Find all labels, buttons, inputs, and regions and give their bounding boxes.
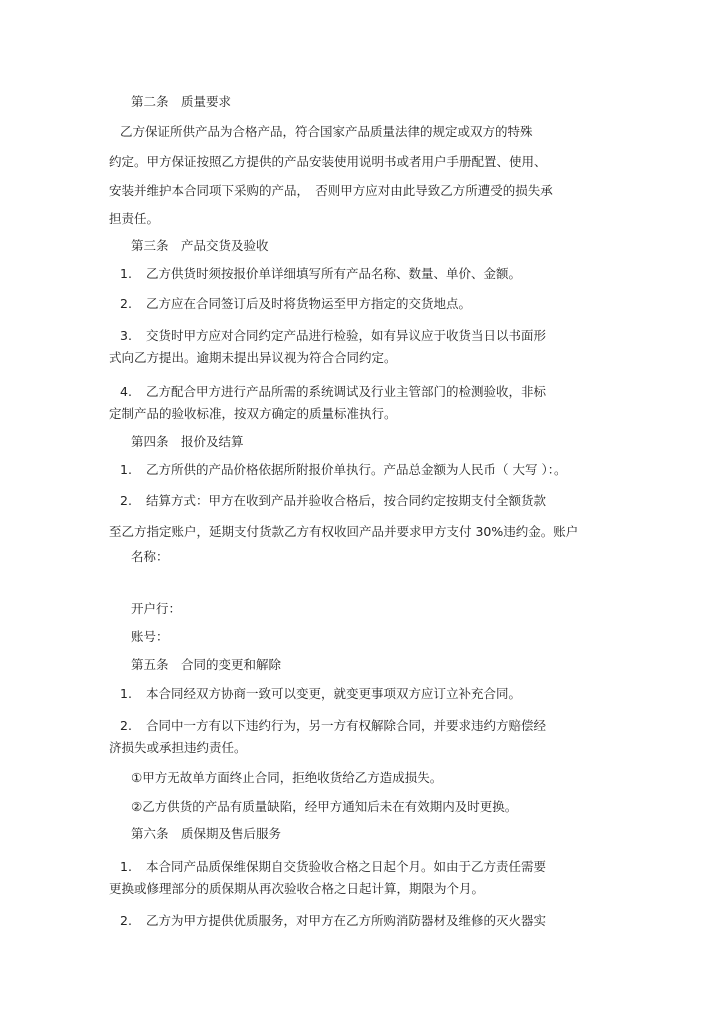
article-3-item-1	[120, 266, 521, 282]
item-number: 2.	[120, 718, 132, 733]
article-3-item-3-cont: 式向乙方提出。逾期未提出异议视为符合合同约定。	[109, 350, 397, 365]
article-3-heading: 第三条 产品交货及验收	[131, 238, 269, 253]
article-6-item-1-cont: 更换或修理部分的质保期从再次验收合格之日起计算，期限为个月。	[109, 881, 485, 896]
item-text: 乙方供货时须按报价单详细填写所有产品名称、数量、单价、金额。	[146, 266, 522, 281]
item-number: 3.	[120, 328, 132, 343]
article-2-line: 约定。甲方保证按照乙方提供的产品安装使用说明书或者用户手册配置、使用、	[109, 154, 547, 169]
article-5-sub-2: ②乙方供货的产品有质量缺陷，经甲方通知后未在有效期内及时更换。	[131, 799, 518, 814]
item-number: 1.	[120, 462, 132, 477]
article-4-item-2	[120, 493, 546, 509]
article-6-item-2	[120, 913, 546, 929]
article-5-heading: 第五条 合同的变更和解除	[131, 657, 282, 672]
article-5-item-2	[120, 718, 546, 734]
item-number: 1.	[120, 859, 132, 874]
article-2-line: 安装并维护本合同项下采购的产品， 否则甲方应对由此导致乙方所遭受的损失承	[109, 183, 553, 198]
item-number: 2.	[120, 913, 132, 928]
article-6-heading: 第六条 质保期及售后服务	[131, 826, 282, 841]
item-text: 乙方配合甲方进行产品所需的系统调试及行业主管部门的检测验收，非标	[146, 384, 547, 399]
article-3-item-3	[120, 328, 546, 344]
article-5-item-2-cont: 济损失或承担违约责任。	[109, 740, 247, 755]
item-text: 乙方为甲方提供优质服务，对甲方在乙方所购消防器材及维修的灭火器实	[146, 913, 547, 928]
item-number: 2.	[120, 493, 132, 508]
article-4-account: 账号：	[131, 629, 169, 644]
item-number: 1.	[120, 266, 132, 281]
article-3-item-2	[120, 296, 471, 312]
item-number: 1.	[120, 686, 132, 701]
item-text: 乙方应在合同签订后及时将货物运至甲方指定的交货地点。	[146, 296, 472, 311]
item-text: 本合同产品质保维保期自交货验收合格之日起个月。如由于乙方责任需要	[146, 859, 547, 874]
article-5-item-1	[120, 686, 521, 702]
item-text: 交货时甲方应对合同约定产品进行检验，如有异议应于收货当日以书面形	[146, 328, 547, 343]
item-number: 2.	[120, 296, 132, 311]
article-3-item-4	[120, 384, 546, 400]
article-4-item-2-cont: 至乙方指定账户，延期支付货款乙方有权收回产品并要求甲方支付 30%违约金。账户	[109, 524, 579, 539]
item-text: 合同中一方有以下违约行为，另一方有权解除合同，并要求违约方赔偿经	[146, 718, 547, 733]
article-6-item-1	[120, 859, 546, 875]
article-4-bank: 开户行：	[131, 601, 182, 616]
article-2-line: 乙方保证所供产品为合格产品，符合国家产品质量法律的规定或双方的特殊	[120, 124, 533, 139]
item-text: 结算方式：甲方在收到产品并验收合格后，按合同约定按期支付全额货款	[146, 493, 547, 508]
item-text: 乙方所供的产品价格依据所附报价单执行。产品总金额为人民币（ 大写 ）：。	[146, 462, 567, 477]
article-2-heading: 第二条 质量要求	[131, 94, 232, 109]
article-3-item-4-cont: 定制产品的验收标准，按双方确定的质量标准执行。	[109, 406, 397, 421]
article-5-sub-1: ①甲方无故单方面终止合同，拒绝收货给乙方造成损失。	[131, 770, 443, 785]
article-4-heading: 第四条 报价及结算	[131, 434, 244, 449]
item-text: 本合同经双方协商一致可以变更，就变更事项双方应订立补充合同。	[146, 686, 522, 701]
item-number: 4.	[120, 384, 132, 399]
article-4-item-1	[120, 462, 566, 478]
article-4-account-name: 名称：	[131, 549, 169, 564]
article-2-line: 担责任。	[109, 211, 160, 226]
